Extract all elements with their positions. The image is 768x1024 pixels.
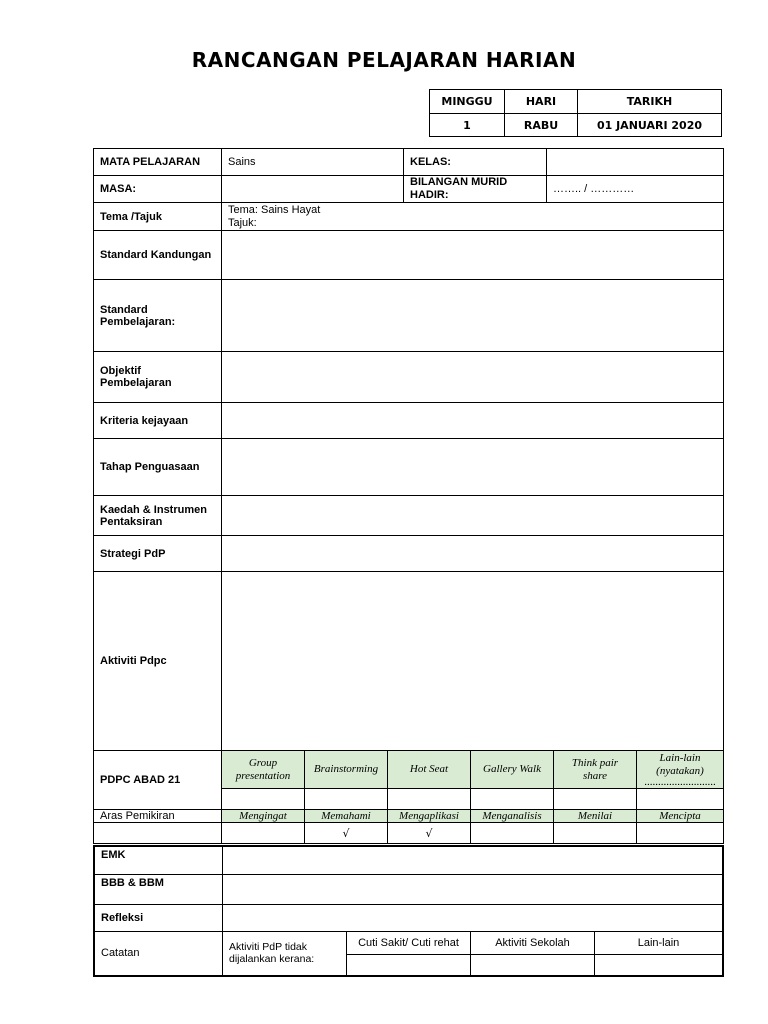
mata-pelajaran-label: MATA PELAJARAN — [94, 149, 222, 176]
aras-tick-5[interactable] — [554, 823, 637, 844]
pdpc-option-group-presentation: Group presentation — [222, 751, 305, 789]
bbb-value[interactable] — [223, 874, 724, 904]
kelas-label: KELAS: — [404, 149, 547, 176]
lain-lain-text: Lain-lain (nyatakan) — [656, 752, 704, 777]
catatan-check-cuti[interactable] — [347, 954, 471, 976]
aras-blank — [94, 823, 222, 844]
pdpc-option-brainstorming: Brainstorming — [305, 751, 388, 789]
refleksi-label: Refleksi — [94, 904, 223, 931]
aras-option-mengingat: Mengingat — [222, 810, 305, 823]
pdpc-check-5[interactable] — [554, 789, 637, 810]
masa-value[interactable] — [222, 176, 404, 203]
standard-kandungan-value[interactable] — [222, 231, 724, 280]
pdpc-label: PDPC ABAD 21 — [94, 751, 222, 810]
refleksi-value[interactable] — [223, 904, 724, 931]
standard-pembelajaran-label: Standard Pembelajaran: — [94, 280, 222, 352]
aktiviti-value[interactable] — [222, 572, 724, 751]
pdpc-option-hot-seat: Hot Seat — [388, 751, 471, 789]
tahap-label: Tahap Penguasaan — [94, 439, 222, 496]
bilangan-label: BILANGAN MURID HADIR: — [404, 176, 547, 203]
kriteria-label: Kriteria kejayaan — [94, 403, 222, 439]
aras-option-mencipta: Mencipta — [637, 810, 724, 823]
kaedah-label: Kaedah & Instrumen Pentaksiran — [94, 496, 222, 536]
pdpc-option-lain-lain — [637, 751, 724, 789]
tarikh-header: TARIKH — [578, 90, 722, 114]
strategi-label: Strategi PdP — [94, 536, 222, 572]
kelas-value[interactable] — [547, 149, 724, 176]
page-title: RANCANGAN PELAJARAN HARIAN — [191, 48, 577, 72]
catatan-label: Catatan — [94, 931, 223, 976]
emk-label: EMK — [94, 846, 223, 874]
tarikh-value: 01 JANUARI 2020 — [578, 114, 722, 137]
objektif-value[interactable] — [222, 352, 724, 403]
kaedah-value[interactable] — [222, 496, 724, 536]
catatan-option-lain-lain: Lain-lain — [595, 931, 724, 954]
standard-kandungan-label: Standard Kandungan — [94, 231, 222, 280]
aras-option-menilai: Menilai — [554, 810, 637, 823]
objektif-label: Objektif Pembelajaran — [94, 352, 222, 403]
aras-tick-6[interactable] — [637, 823, 724, 844]
pdpc-check-4[interactable] — [471, 789, 554, 810]
pdpc-check-6[interactable] — [637, 789, 724, 810]
pdpc-option-gallery-walk: Gallery Walk — [471, 751, 554, 789]
pdpc-check-2[interactable] — [305, 789, 388, 810]
catatan-option-cuti: Cuti Sakit/ Cuti rehat — [347, 931, 471, 954]
catatan-reason: Aktiviti PdP tidak dijalankan kerana: — [223, 931, 347, 976]
pdpc-table — [93, 750, 724, 844]
minggu-value: 1 — [430, 114, 505, 137]
info-table — [93, 148, 724, 203]
aras-tick-2[interactable]: √ — [305, 823, 388, 844]
tema-label: Tema /Tajuk — [94, 203, 222, 231]
lain-lain-dots: .......................... — [644, 776, 716, 788]
aras-label: Aras Pemikiran — [94, 810, 222, 823]
masa-label: MASA: — [94, 176, 222, 203]
aras-option-memahami: Memahami — [305, 810, 388, 823]
tahap-value[interactable] — [222, 439, 724, 496]
pdpc-check-1[interactable] — [222, 789, 305, 810]
mata-pelajaran-value[interactable]: Sains — [222, 149, 404, 176]
kriteria-value[interactable] — [222, 403, 724, 439]
bbb-label: BBB & BBM — [94, 874, 223, 904]
aras-tick-1[interactable] — [222, 823, 305, 844]
pdpc-option-think-pair-share: Think pair share — [554, 751, 637, 789]
aras-option-mengaplikasi: Mengaplikasi — [388, 810, 471, 823]
header-table — [429, 89, 722, 137]
tema-value[interactable] — [222, 203, 724, 231]
tema-line: Tema: Sains Hayat — [228, 203, 321, 216]
emk-value[interactable] — [223, 846, 724, 874]
hari-header: HARI — [505, 90, 578, 114]
aktiviti-label: Aktiviti Pdpc — [94, 572, 222, 751]
minggu-header: MINGGU — [430, 90, 505, 114]
pdpc-check-3[interactable] — [388, 789, 471, 810]
strategi-value[interactable] — [222, 536, 724, 572]
bilangan-value[interactable]: …….. / ………… — [547, 176, 724, 203]
standard-pembelajaran-value[interactable] — [222, 280, 724, 352]
hari-value: RABU — [505, 114, 578, 137]
catatan-check-lain[interactable] — [595, 954, 724, 976]
tajuk-line: Tajuk: — [228, 216, 257, 229]
aras-tick-4[interactable] — [471, 823, 554, 844]
aras-tick-3[interactable]: √ — [388, 823, 471, 844]
lesson-table — [93, 202, 724, 751]
catatan-option-aktiviti-sekolah: Aktiviti Sekolah — [471, 931, 595, 954]
aras-option-menganalisis: Menganalisis — [471, 810, 554, 823]
catatan-check-aktiviti[interactable] — [471, 954, 595, 976]
bottom-table — [93, 845, 724, 977]
